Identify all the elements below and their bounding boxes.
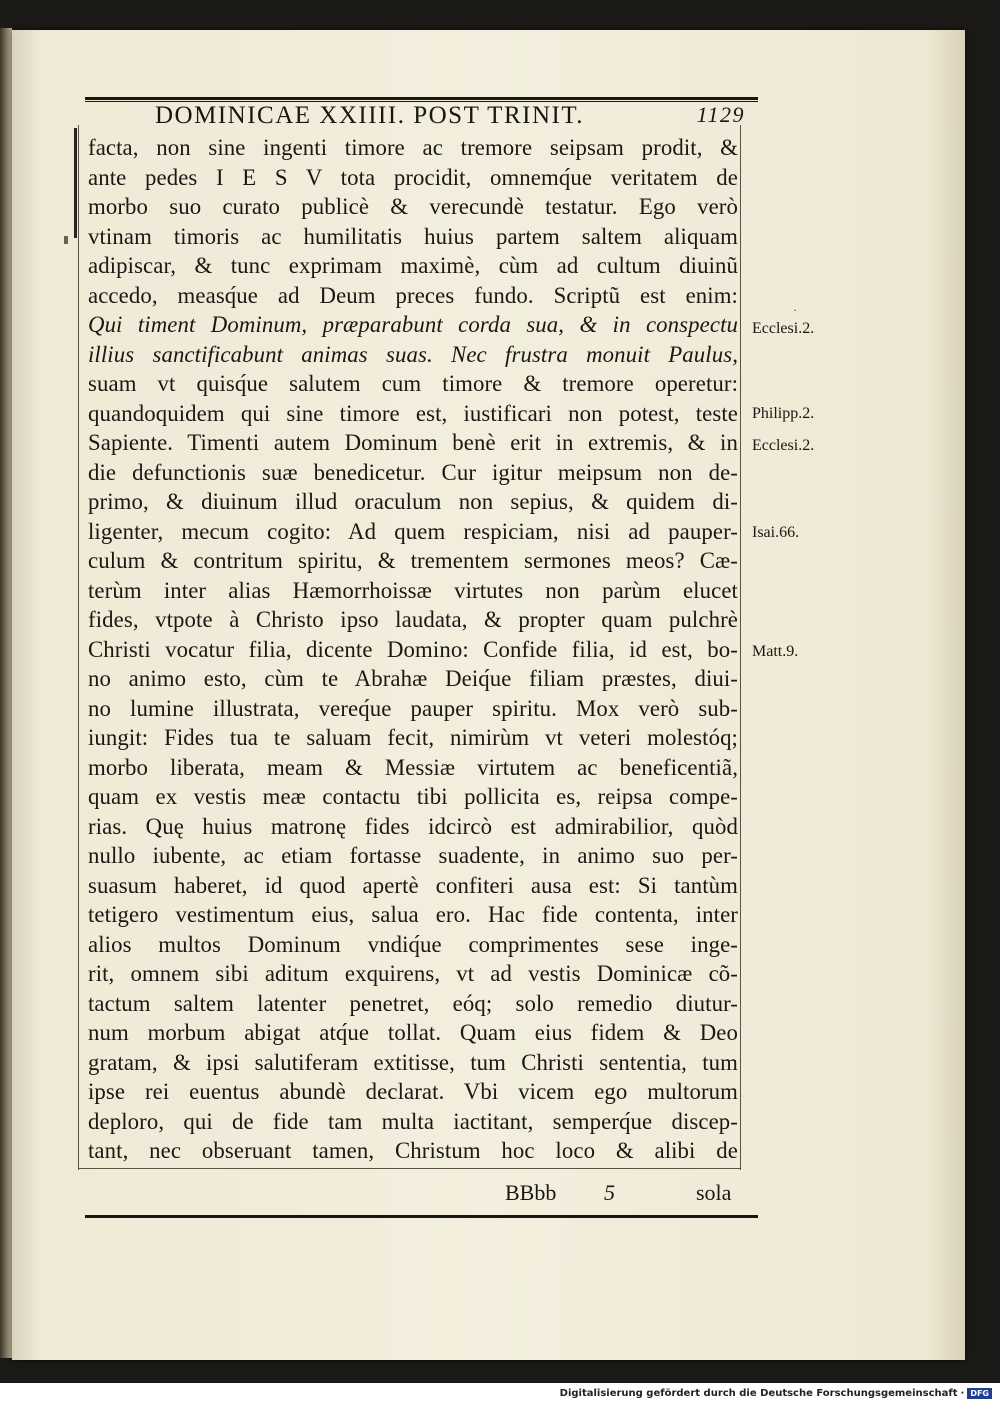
text-line: morbo liberata, meam & Messiæ virtutem ac beneficentiã, bbox=[88, 754, 738, 780]
margin-speck: · bbox=[793, 303, 797, 317]
book-spine bbox=[0, 28, 12, 1358]
text-line: fides, vtpote à Christo ipso laudata, & propter quam pulchrè bbox=[88, 607, 738, 632]
column-rule-bottom bbox=[78, 1168, 741, 1169]
text-line: alios multos Dominum vndiq́ue comprimentes sese inge- bbox=[88, 931, 738, 957]
text-line: Qui timent Dominum, præparabunt corda sua, & in conspectu bbox=[88, 312, 738, 337]
running-head-title: DOMINICAE XXIIII. POST TRINIT. bbox=[155, 102, 584, 129]
text-line: rit, omnem sibi aditum exquirens, vt ad vestis Dominicæ cõ- bbox=[88, 961, 738, 986]
text-line: no lumine illustrata, vereq́ue pauper spiritu. Mox verò sub- bbox=[88, 695, 738, 721]
catchword: sola bbox=[696, 1180, 732, 1205]
text-line: ante pedes I E S V tota procidit, omnemq́ue veritatem de bbox=[88, 164, 738, 190]
signature-number: 5 bbox=[604, 1180, 615, 1205]
marginal-reference: Ecclesi.2. bbox=[752, 437, 815, 454]
text-line: culum & contritum spiritu, & trementem sermones meos? Cæ- bbox=[88, 548, 738, 573]
margin-mark bbox=[74, 128, 77, 238]
text-line: deploro, qui de fide tam multa iactitant, semperq́ue discep- bbox=[88, 1108, 738, 1134]
footer-rule bbox=[85, 1215, 758, 1218]
text-line: iungit: Fides tua te saluam fecit, nimirùm vt veteri molestóq; bbox=[88, 725, 738, 750]
text-line: quam ex vestis meæ contactu tibi pollicita es, reipsa compe- bbox=[88, 784, 738, 809]
text-line: vtinam timoris ac humilitatis huius partem saltem aliquam bbox=[88, 223, 738, 249]
text-line: ipse rei euentus abundè declarat. Vbi vicem ego multorum bbox=[88, 1079, 738, 1104]
text-line: Sapiente. Timenti autem Dominum benè erit in extremis, & in bbox=[88, 430, 738, 455]
text-line: morbo suo curato publicè & verecundè testatur. Ego verò bbox=[88, 194, 738, 219]
text-line: primo, & diuinum illud oraculum non sepius, & quidem di- bbox=[88, 489, 738, 514]
text-line: die defunctionis suæ benedicetur. Cur igitur meipsum non de- bbox=[88, 459, 738, 485]
text-line: tant, nec obseruant tamen, Christum hoc loco & alibi de bbox=[88, 1138, 738, 1163]
credit-separator: · bbox=[960, 1387, 965, 1399]
text-line: accedo, measq́ue ad Deum preces fundo. Scriptũ est enim: bbox=[88, 282, 738, 308]
credit-text: Digitalisierung gefördert durch die Deutsche Forschungsgemeinschaft bbox=[559, 1387, 958, 1399]
text-line: tactum saltem latenter penetret, eóq; solo remedio diutur- bbox=[88, 990, 738, 1016]
digitization-credit bbox=[560, 1386, 992, 1400]
text-line: nullo iubente, ac etiam fortasse suadente, in animo suo per- bbox=[88, 843, 738, 868]
text-line: quandoquidem qui sine timore est, iustificari non potest, teste bbox=[88, 400, 738, 426]
text-line: Christi vocatur filia, dicente Domino: Confide filia, id est, bo- bbox=[88, 636, 738, 662]
text-line: num morbum abigat atq́ue tollat. Quam eius fidem & Deo bbox=[88, 1020, 738, 1045]
text-line: illius sanctificabunt animas suas. Nec frustra monuit Paulus, bbox=[88, 341, 738, 367]
body-text bbox=[88, 133, 738, 1166]
column-rule-right bbox=[740, 125, 741, 1170]
text-line: terùm inter alias Hæmorrhoissæ virtutes non parùm elucet bbox=[88, 577, 738, 603]
marginal-reference: Isai.66. bbox=[752, 524, 800, 541]
text-line: gratam, & ipsi salutiferam extitisse, tum Christi sententia, tum bbox=[88, 1049, 738, 1075]
running-head bbox=[155, 102, 745, 132]
text-line: suam vt quisq́ue salutem cum timore & tremore operetur: bbox=[88, 371, 738, 396]
text-line: adipiscar, & tunc exprimam maximè, cùm ad cultum diuinũ bbox=[88, 253, 738, 278]
dfg-logo-icon: DFG bbox=[967, 1388, 992, 1399]
column-rule-left bbox=[78, 125, 79, 1170]
marginal-reference: Matt.9. bbox=[752, 643, 799, 660]
page-number: 1129 bbox=[696, 102, 745, 127]
text-line: tetigero vestimentum eius, salua ero. Hac fide contenta, inter bbox=[88, 902, 738, 927]
text-line: rias. Quę huius matronę fides idcircò est admirabilior, quòd bbox=[88, 813, 738, 839]
footer bbox=[0, 1180, 1000, 1210]
text-line: facta, non sine ingenti timore ac tremore seipsam prodit, & bbox=[88, 135, 738, 160]
signature-mark: BBbb bbox=[505, 1180, 557, 1205]
text-line: ligenter, mecum cogito: Ad quem respiciam, nisi ad pauper- bbox=[88, 518, 738, 544]
header-rule bbox=[85, 97, 758, 100]
text-line: suasum haberet, id quod apertè confiteri ausa est: Si tantùm bbox=[88, 872, 738, 898]
marginal-reference: Ecclesi.2. bbox=[752, 320, 815, 337]
marginal-reference: Philipp.2. bbox=[752, 405, 815, 422]
text-line: no animo esto, cùm te Abrahæ Deiq́ue filiam præstes, diui- bbox=[88, 666, 738, 691]
margin-dot bbox=[64, 236, 68, 244]
